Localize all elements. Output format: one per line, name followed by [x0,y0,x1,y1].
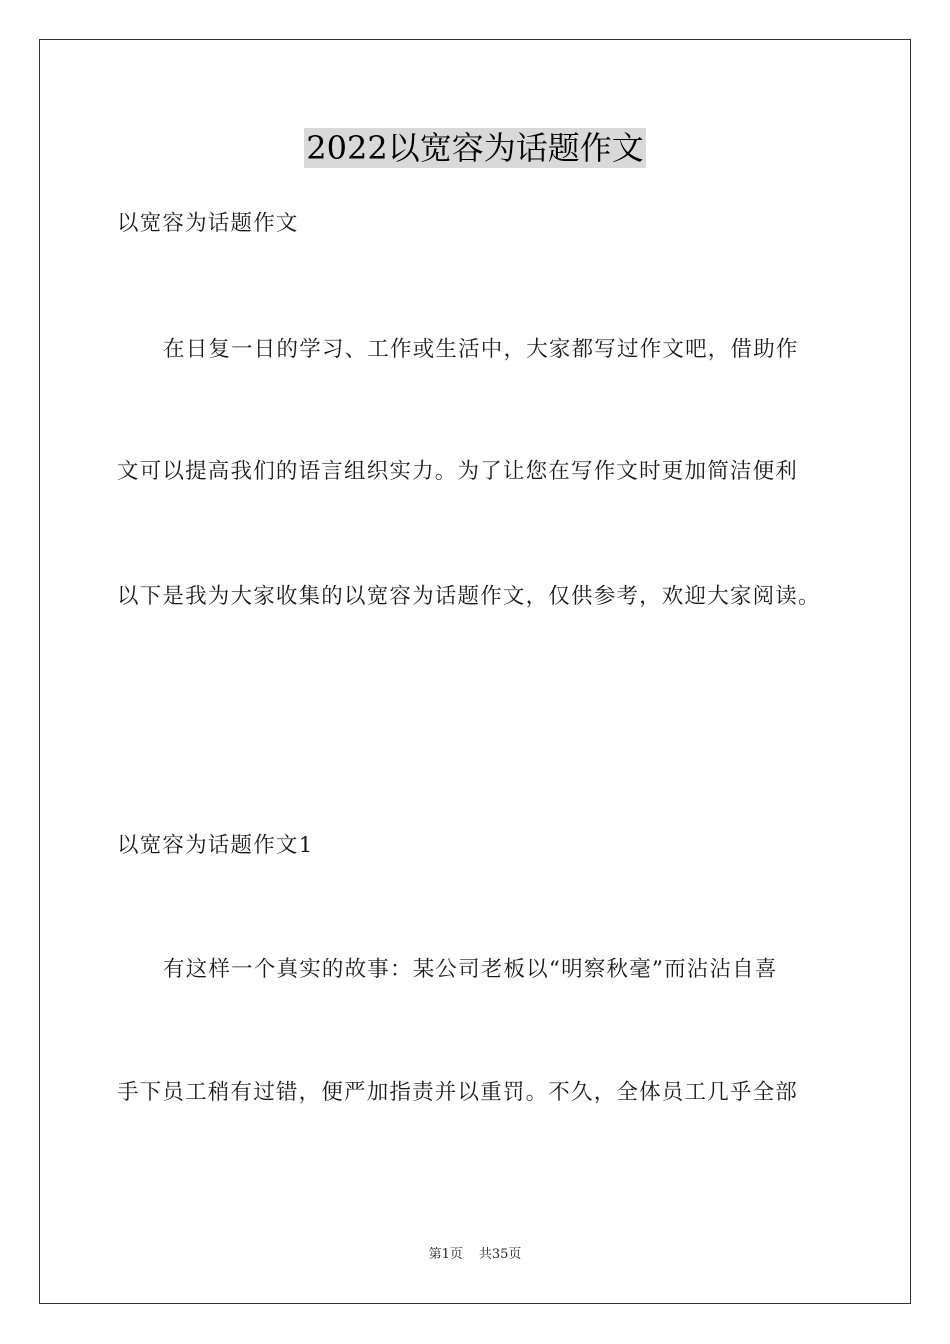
page-footer [0,1246,950,1264]
paragraph-line: 手下员工稍有过错，便严加指责并以重罚。不久，全体员工几乎全部 [117,1080,799,1105]
paragraph-line: 文可以提高我们的语言组织实力。为了让您在写作文时更加简洁便利 [117,459,799,484]
paragraph-heading: 以宽容为话题作文 [117,211,299,236]
document-title: 2022以宽容为话题作文 [306,129,644,167]
paragraph-line: 在日复一日的学习、工作或生活中，大家都写过作文吧，借助作 [163,337,799,362]
paragraph-line: 以下是我为大家收集的以宽容为话题作文，仅供参考，欢迎大家阅读。 [117,584,821,609]
page-total: 共35页 [478,1247,522,1262]
page-number: 第1页 [428,1247,463,1262]
paragraph-line: 有这样一个真实的故事：某公司老板以“明察秋毫”而沾沾自喜 [163,957,778,982]
section-heading: 以宽容为话题作文1 [117,833,314,858]
title-container [0,128,950,168]
